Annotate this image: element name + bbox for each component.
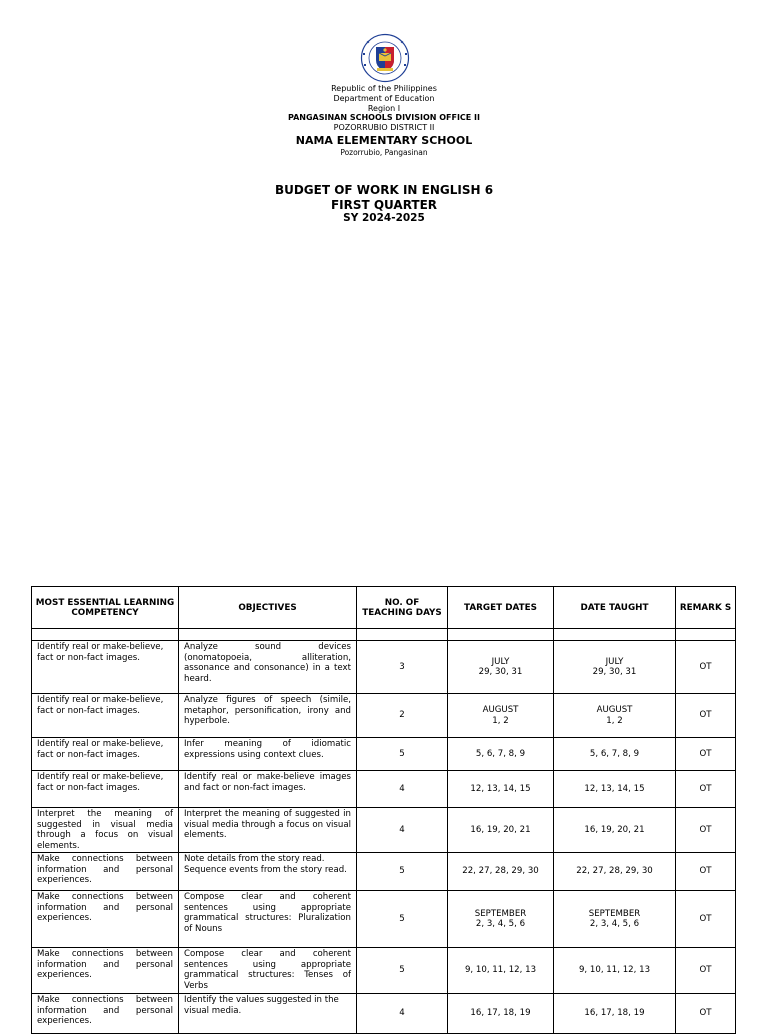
remarks-cell: OT — [676, 641, 736, 694]
target-days: 29, 30, 31 — [478, 667, 523, 677]
header-date-taught: DATE TAUGHT — [554, 587, 676, 629]
target-days: 2, 3, 4, 5, 6 — [475, 919, 526, 929]
days-cell: 5 — [357, 738, 448, 771]
deped-seal-icon — [357, 33, 413, 83]
days-cell: 4 — [357, 808, 448, 853]
target-dates-cell: 22, 27, 28, 29, 30 — [448, 853, 554, 891]
table-row — [32, 738, 736, 771]
school-location: Pozorrubio, Pangasinan — [340, 148, 428, 157]
days-cell: 5 — [357, 891, 448, 948]
remarks-cell: OT — [676, 738, 736, 771]
objective-cell: Interpret the meaning of suggested in visual media through a focus on visual elements. — [179, 808, 357, 853]
taught-days: 1, 2 — [606, 715, 623, 726]
remarks-cell: OT — [676, 853, 736, 891]
competency-cell: Make connections between information and personal experiences. — [32, 948, 179, 994]
date-taught-cell: 16, 19, 20, 21 — [554, 808, 676, 853]
school-name: NAMA ELEMENTARY SCHOOL — [295, 134, 473, 147]
header-competency: MOST ESSENTIAL LEARNING COMPETENCY — [32, 587, 179, 629]
target-dates-cell: 16, 19, 20, 21 — [448, 808, 554, 853]
days-cell: 5 — [357, 853, 448, 891]
days-cell: 2 — [357, 694, 448, 738]
date-taught-cell — [554, 694, 676, 738]
competency-cell: Identify real or make-believe, fact or non-fact images. — [32, 694, 179, 738]
budget-of-work-table — [31, 586, 736, 1034]
title-line-3: SY 2024-2025 — [343, 212, 425, 224]
target-month: JULY — [491, 656, 510, 667]
target-dates-cell: 12, 13, 14, 15 — [448, 771, 554, 808]
table-row — [32, 808, 736, 853]
title-line-2: FIRST QUARTER — [330, 198, 438, 212]
remarks-cell: OT — [676, 771, 736, 808]
title-line-1: BUDGET OF WORK IN ENGLISH 6 — [274, 183, 494, 197]
table-row — [32, 853, 736, 891]
competency-cell: Interpret the meaning of suggested in visual media through a focus on visual elements. — [32, 808, 179, 853]
competency-cell: Identify real or make-believe, fact or non-fact images. — [32, 641, 179, 694]
date-taught-cell: 16, 17, 18, 19 — [554, 994, 676, 1034]
objective-cell: Analyze figures of speech (simile, metaphor, personification, irony and hyperbole. — [179, 694, 357, 738]
date-taught-cell: 22, 27, 28, 29, 30 — [554, 853, 676, 891]
days-cell: 4 — [357, 771, 448, 808]
target-days: 1, 2 — [492, 715, 509, 726]
competency-cell: Make connections between information and personal experiences. — [32, 994, 179, 1034]
table-row — [32, 948, 736, 994]
department-line: Department of Education — [333, 94, 435, 103]
header-target-dates: TARGET DATES — [448, 587, 554, 629]
date-taught-cell: 9, 10, 11, 12, 13 — [554, 948, 676, 994]
date-taught-cell: 5, 6, 7, 8, 9 — [554, 738, 676, 771]
objective-cell: Compose clear and coherent sentences using appropriate grammatical structures: Tenses of Verbs — [179, 948, 357, 994]
target-dates-cell — [448, 891, 554, 948]
table-row — [32, 771, 736, 808]
header-objectives: OBJECTIVES — [179, 587, 357, 629]
target-month: SEPTEMBER — [474, 908, 527, 919]
republic-line: Republic of the Philippines — [331, 84, 437, 93]
target-dates-cell — [448, 694, 554, 738]
taught-month: JULY — [605, 656, 624, 667]
district-line: POZORRUBIO DISTRICT II — [333, 123, 435, 132]
region-line: Region I — [367, 104, 401, 113]
taught-days: 29, 30, 31 — [592, 667, 637, 677]
objective-cell: Identify real or make-believe images and fact or non-fact images. — [179, 771, 357, 808]
competency-cell: Identify real or make-believe, fact or non-fact images. — [32, 771, 179, 808]
remarks-cell: OT — [676, 994, 736, 1034]
taught-days: 2, 3, 4, 5, 6 — [589, 919, 640, 929]
header-remarks: REMARK S — [676, 587, 736, 629]
objective-cell: Note details from the story read. Sequence events from the story read. — [179, 853, 357, 891]
table-row — [32, 891, 736, 948]
target-dates-cell: 9, 10, 11, 12, 13 — [448, 948, 554, 994]
date-taught-cell — [554, 641, 676, 694]
remarks-cell: OT — [676, 694, 736, 738]
target-month: AUGUST — [482, 705, 519, 715]
days-cell: 3 — [357, 641, 448, 694]
remarks-cell: OT — [676, 891, 736, 948]
objective-cell: Identify the values suggested in the visual media. — [179, 994, 357, 1034]
table-row — [32, 694, 736, 738]
table-header-row — [32, 587, 736, 629]
objective-cell: Compose clear and coherent sentences using appropriate grammatical structures: Pluralization of Nouns — [179, 891, 357, 948]
days-cell: 4 — [357, 994, 448, 1034]
taught-month: SEPTEMBER — [588, 908, 641, 919]
competency-cell: Identify real or make-believe, fact or non-fact images. — [32, 738, 179, 771]
days-cell: 5 — [357, 948, 448, 994]
target-dates-cell: 5, 6, 7, 8, 9 — [448, 738, 554, 771]
remarks-cell: OT — [676, 808, 736, 853]
objective-cell: Analyze sound devices (onomatopoeia, alliteration, assonance and consonance) in a text heard. — [179, 641, 357, 694]
date-taught-cell — [554, 891, 676, 948]
target-dates-cell: 16, 17, 18, 19 — [448, 994, 554, 1034]
objective-cell: Infer meaning of idiomatic expressions using context clues. — [179, 738, 357, 771]
taught-month: AUGUST — [596, 705, 633, 715]
table-row — [32, 641, 736, 694]
division-line: PANGASINAN SCHOOLS DIVISION OFFICE II — [287, 113, 481, 122]
date-taught-cell: 12, 13, 14, 15 — [554, 771, 676, 808]
spacer-row — [32, 629, 736, 641]
target-dates-cell — [448, 641, 554, 694]
table-row — [32, 994, 736, 1034]
competency-cell: Make connections between information and personal experiences. — [32, 891, 179, 948]
header-days: NO. OF TEACHING DAYS — [357, 587, 448, 629]
remarks-cell: OT — [676, 948, 736, 994]
competency-cell: Make connections between information and personal experiences. — [32, 853, 179, 891]
